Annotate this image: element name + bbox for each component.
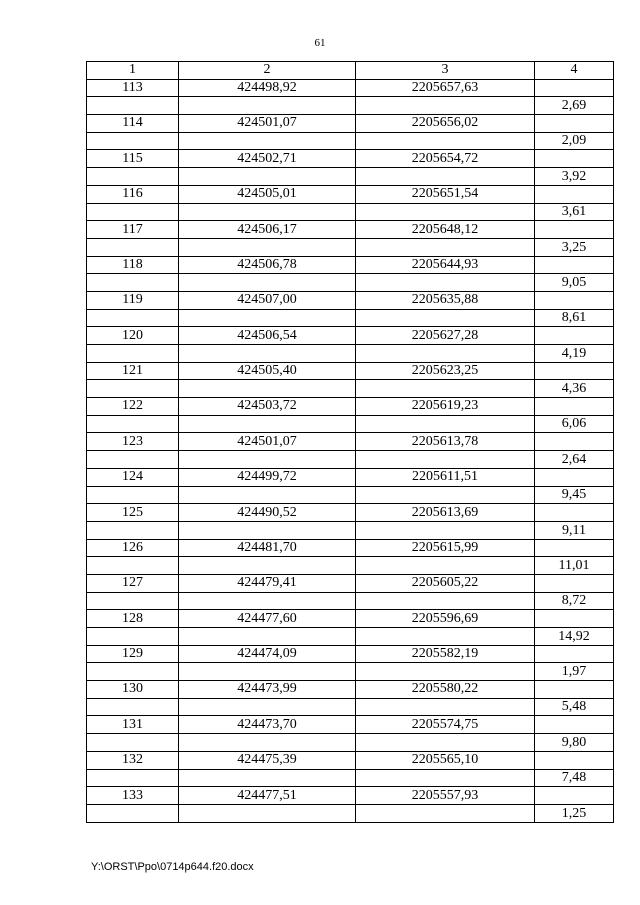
y-coordinate-cell: 2205613,69 [356, 504, 535, 522]
point-number-cell: 117 [87, 221, 179, 239]
table-row-distance [87, 521, 614, 539]
distance-cell: 4,36 [535, 380, 614, 398]
distance-cell: 1,25 [535, 804, 614, 822]
empty-cell [179, 97, 356, 115]
table-row [87, 398, 614, 416]
empty-cell [87, 628, 179, 646]
coordinates-table [86, 61, 614, 823]
empty-cell [87, 415, 179, 433]
empty-cell [535, 539, 614, 557]
point-number-cell: 120 [87, 327, 179, 345]
y-coordinate-cell: 2205654,72 [356, 150, 535, 168]
empty-cell [179, 734, 356, 752]
empty-cell [535, 150, 614, 168]
empty-cell [179, 628, 356, 646]
point-number-cell: 121 [87, 362, 179, 380]
point-number-cell: 118 [87, 256, 179, 274]
x-coordinate-cell: 424490,52 [179, 504, 356, 522]
empty-cell [535, 362, 614, 380]
column-header-4: 4 [535, 62, 614, 80]
empty-cell [356, 451, 535, 469]
empty-cell [179, 521, 356, 539]
y-coordinate-cell: 2205565,10 [356, 751, 535, 769]
table-body [87, 79, 614, 822]
empty-cell [356, 345, 535, 363]
table-row [87, 291, 614, 309]
empty-cell [356, 698, 535, 716]
empty-cell [87, 557, 179, 575]
table-row-distance [87, 592, 614, 610]
empty-cell [535, 645, 614, 663]
empty-cell [87, 168, 179, 186]
point-number-cell: 123 [87, 433, 179, 451]
empty-cell [179, 309, 356, 327]
table-row-distance [87, 734, 614, 752]
distance-cell: 9,05 [535, 274, 614, 292]
x-coordinate-cell: 424473,70 [179, 716, 356, 734]
distance-cell: 9,45 [535, 486, 614, 504]
y-coordinate-cell: 2205657,63 [356, 79, 535, 97]
empty-cell [87, 345, 179, 363]
table-row [87, 539, 614, 557]
point-number-cell: 129 [87, 645, 179, 663]
empty-cell [87, 132, 179, 150]
table-row [87, 115, 614, 133]
y-coordinate-cell: 2205651,54 [356, 185, 535, 203]
distance-cell: 7,48 [535, 769, 614, 787]
y-coordinate-cell: 2205635,88 [356, 291, 535, 309]
distance-cell: 2,64 [535, 451, 614, 469]
y-coordinate-cell: 2205596,69 [356, 610, 535, 628]
point-number-cell: 133 [87, 787, 179, 805]
empty-cell [535, 291, 614, 309]
empty-cell [535, 504, 614, 522]
x-coordinate-cell: 424505,40 [179, 362, 356, 380]
distance-cell: 1,97 [535, 663, 614, 681]
x-coordinate-cell: 424481,70 [179, 539, 356, 557]
empty-cell [535, 185, 614, 203]
column-header-2: 2 [179, 62, 356, 80]
point-number-cell: 124 [87, 468, 179, 486]
table-row [87, 787, 614, 805]
point-number-cell: 122 [87, 398, 179, 416]
table-row-distance [87, 274, 614, 292]
empty-cell [179, 345, 356, 363]
empty-cell [87, 238, 179, 256]
empty-cell [179, 203, 356, 221]
empty-cell [356, 168, 535, 186]
table-row [87, 645, 614, 663]
empty-cell [87, 663, 179, 681]
empty-cell [87, 592, 179, 610]
y-coordinate-cell: 2205605,22 [356, 574, 535, 592]
table-row-distance [87, 97, 614, 115]
empty-cell [535, 574, 614, 592]
empty-cell [87, 486, 179, 504]
x-coordinate-cell: 424503,72 [179, 398, 356, 416]
empty-cell [356, 309, 535, 327]
empty-cell [87, 274, 179, 292]
table-row [87, 185, 614, 203]
table-row [87, 574, 614, 592]
empty-cell [87, 521, 179, 539]
distance-cell: 9,80 [535, 734, 614, 752]
distance-cell: 6,06 [535, 415, 614, 433]
y-coordinate-cell: 2205613,78 [356, 433, 535, 451]
table-row [87, 504, 614, 522]
empty-cell [179, 451, 356, 469]
y-coordinate-cell: 2205644,93 [356, 256, 535, 274]
table-row-distance [87, 345, 614, 363]
point-number-cell: 127 [87, 574, 179, 592]
table-row-distance [87, 663, 614, 681]
empty-cell [87, 203, 179, 221]
empty-cell [87, 734, 179, 752]
point-number-cell: 114 [87, 115, 179, 133]
empty-cell [535, 433, 614, 451]
empty-cell [535, 681, 614, 699]
table-row [87, 221, 614, 239]
table-row [87, 681, 614, 699]
point-number-cell: 116 [87, 185, 179, 203]
empty-cell [535, 787, 614, 805]
y-coordinate-cell: 2205574,75 [356, 716, 535, 734]
column-header-1: 1 [87, 62, 179, 80]
y-coordinate-cell: 2205656,02 [356, 115, 535, 133]
table-row-distance [87, 451, 614, 469]
empty-cell [535, 398, 614, 416]
table-row-distance [87, 132, 614, 150]
x-coordinate-cell: 424502,71 [179, 150, 356, 168]
empty-cell [179, 238, 356, 256]
empty-cell [535, 221, 614, 239]
point-number-cell: 130 [87, 681, 179, 699]
empty-cell [535, 468, 614, 486]
x-coordinate-cell: 424473,99 [179, 681, 356, 699]
empty-cell [356, 274, 535, 292]
empty-cell [87, 804, 179, 822]
empty-cell [179, 486, 356, 504]
y-coordinate-cell: 2205615,99 [356, 539, 535, 557]
empty-cell [87, 451, 179, 469]
table-row [87, 79, 614, 97]
table-row-distance [87, 415, 614, 433]
empty-cell [535, 327, 614, 345]
x-coordinate-cell: 424505,01 [179, 185, 356, 203]
table-row [87, 362, 614, 380]
x-coordinate-cell: 424479,41 [179, 574, 356, 592]
empty-cell [535, 79, 614, 97]
empty-cell [179, 415, 356, 433]
empty-cell [356, 592, 535, 610]
distance-cell: 5,48 [535, 698, 614, 716]
table-row-distance [87, 804, 614, 822]
table-row [87, 150, 614, 168]
distance-cell: 14,92 [535, 628, 614, 646]
empty-cell [535, 115, 614, 133]
table-row [87, 433, 614, 451]
y-coordinate-cell: 2205611,51 [356, 468, 535, 486]
point-number-cell: 132 [87, 751, 179, 769]
empty-cell [356, 415, 535, 433]
page-number: 61 [314, 37, 326, 49]
distance-cell: 2,09 [535, 132, 614, 150]
x-coordinate-cell: 424501,07 [179, 115, 356, 133]
empty-cell [356, 486, 535, 504]
empty-cell [179, 132, 356, 150]
empty-cell [356, 663, 535, 681]
empty-cell [535, 610, 614, 628]
y-coordinate-cell: 2205580,22 [356, 681, 535, 699]
x-coordinate-cell: 424506,54 [179, 327, 356, 345]
empty-cell [179, 804, 356, 822]
empty-cell [87, 769, 179, 787]
empty-cell [356, 804, 535, 822]
y-coordinate-cell: 2205557,93 [356, 787, 535, 805]
distance-cell: 8,72 [535, 592, 614, 610]
empty-cell [356, 521, 535, 539]
table-row [87, 256, 614, 274]
point-number-cell: 119 [87, 291, 179, 309]
empty-cell [356, 380, 535, 398]
distance-cell: 2,69 [535, 97, 614, 115]
table-row [87, 610, 614, 628]
empty-cell [356, 238, 535, 256]
empty-cell [87, 698, 179, 716]
distance-cell: 9,11 [535, 521, 614, 539]
y-coordinate-cell: 2205619,23 [356, 398, 535, 416]
x-coordinate-cell: 424499,72 [179, 468, 356, 486]
table-row-distance [87, 203, 614, 221]
point-number-cell: 128 [87, 610, 179, 628]
table-row [87, 327, 614, 345]
empty-cell [87, 380, 179, 398]
column-header-3: 3 [356, 62, 535, 80]
empty-cell [179, 698, 356, 716]
x-coordinate-cell: 424506,17 [179, 221, 356, 239]
table-row [87, 716, 614, 734]
empty-cell [179, 274, 356, 292]
point-number-cell: 115 [87, 150, 179, 168]
x-coordinate-cell: 424501,07 [179, 433, 356, 451]
y-coordinate-cell: 2205623,25 [356, 362, 535, 380]
table-row-distance [87, 557, 614, 575]
empty-cell [535, 256, 614, 274]
empty-cell [356, 132, 535, 150]
distance-cell: 11,01 [535, 557, 614, 575]
empty-cell [87, 309, 179, 327]
y-coordinate-cell: 2205582,19 [356, 645, 535, 663]
empty-cell [535, 751, 614, 769]
table-header-row [87, 62, 614, 80]
distance-cell: 8,61 [535, 309, 614, 327]
empty-cell [179, 557, 356, 575]
empty-cell [535, 716, 614, 734]
table-row-distance [87, 769, 614, 787]
point-number-cell: 113 [87, 79, 179, 97]
y-coordinate-cell: 2205627,28 [356, 327, 535, 345]
distance-cell: 3,92 [535, 168, 614, 186]
empty-cell [179, 663, 356, 681]
table-row-distance [87, 309, 614, 327]
x-coordinate-cell: 424477,60 [179, 610, 356, 628]
empty-cell [356, 557, 535, 575]
table-row-distance [87, 628, 614, 646]
empty-cell [356, 203, 535, 221]
point-number-cell: 125 [87, 504, 179, 522]
footer-file-path: Y:\ORST\Ppo\0714p644.f20.docx [91, 861, 254, 873]
empty-cell [356, 769, 535, 787]
empty-cell [356, 628, 535, 646]
distance-cell: 3,61 [535, 203, 614, 221]
x-coordinate-cell: 424474,09 [179, 645, 356, 663]
table-row-distance [87, 238, 614, 256]
table-row-distance [87, 380, 614, 398]
point-number-cell: 126 [87, 539, 179, 557]
empty-cell [356, 97, 535, 115]
y-coordinate-cell: 2205648,12 [356, 221, 535, 239]
empty-cell [179, 168, 356, 186]
distance-cell: 4,19 [535, 345, 614, 363]
x-coordinate-cell: 424475,39 [179, 751, 356, 769]
x-coordinate-cell: 424477,51 [179, 787, 356, 805]
table-row [87, 751, 614, 769]
x-coordinate-cell: 424506,78 [179, 256, 356, 274]
x-coordinate-cell: 424498,92 [179, 79, 356, 97]
table-row-distance [87, 168, 614, 186]
empty-cell [87, 97, 179, 115]
empty-cell [179, 380, 356, 398]
distance-cell: 3,25 [535, 238, 614, 256]
point-number-cell: 131 [87, 716, 179, 734]
empty-cell [179, 592, 356, 610]
empty-cell [356, 734, 535, 752]
table-row [87, 468, 614, 486]
table-row-distance [87, 486, 614, 504]
empty-cell [179, 769, 356, 787]
table-row-distance [87, 698, 614, 716]
x-coordinate-cell: 424507,00 [179, 291, 356, 309]
